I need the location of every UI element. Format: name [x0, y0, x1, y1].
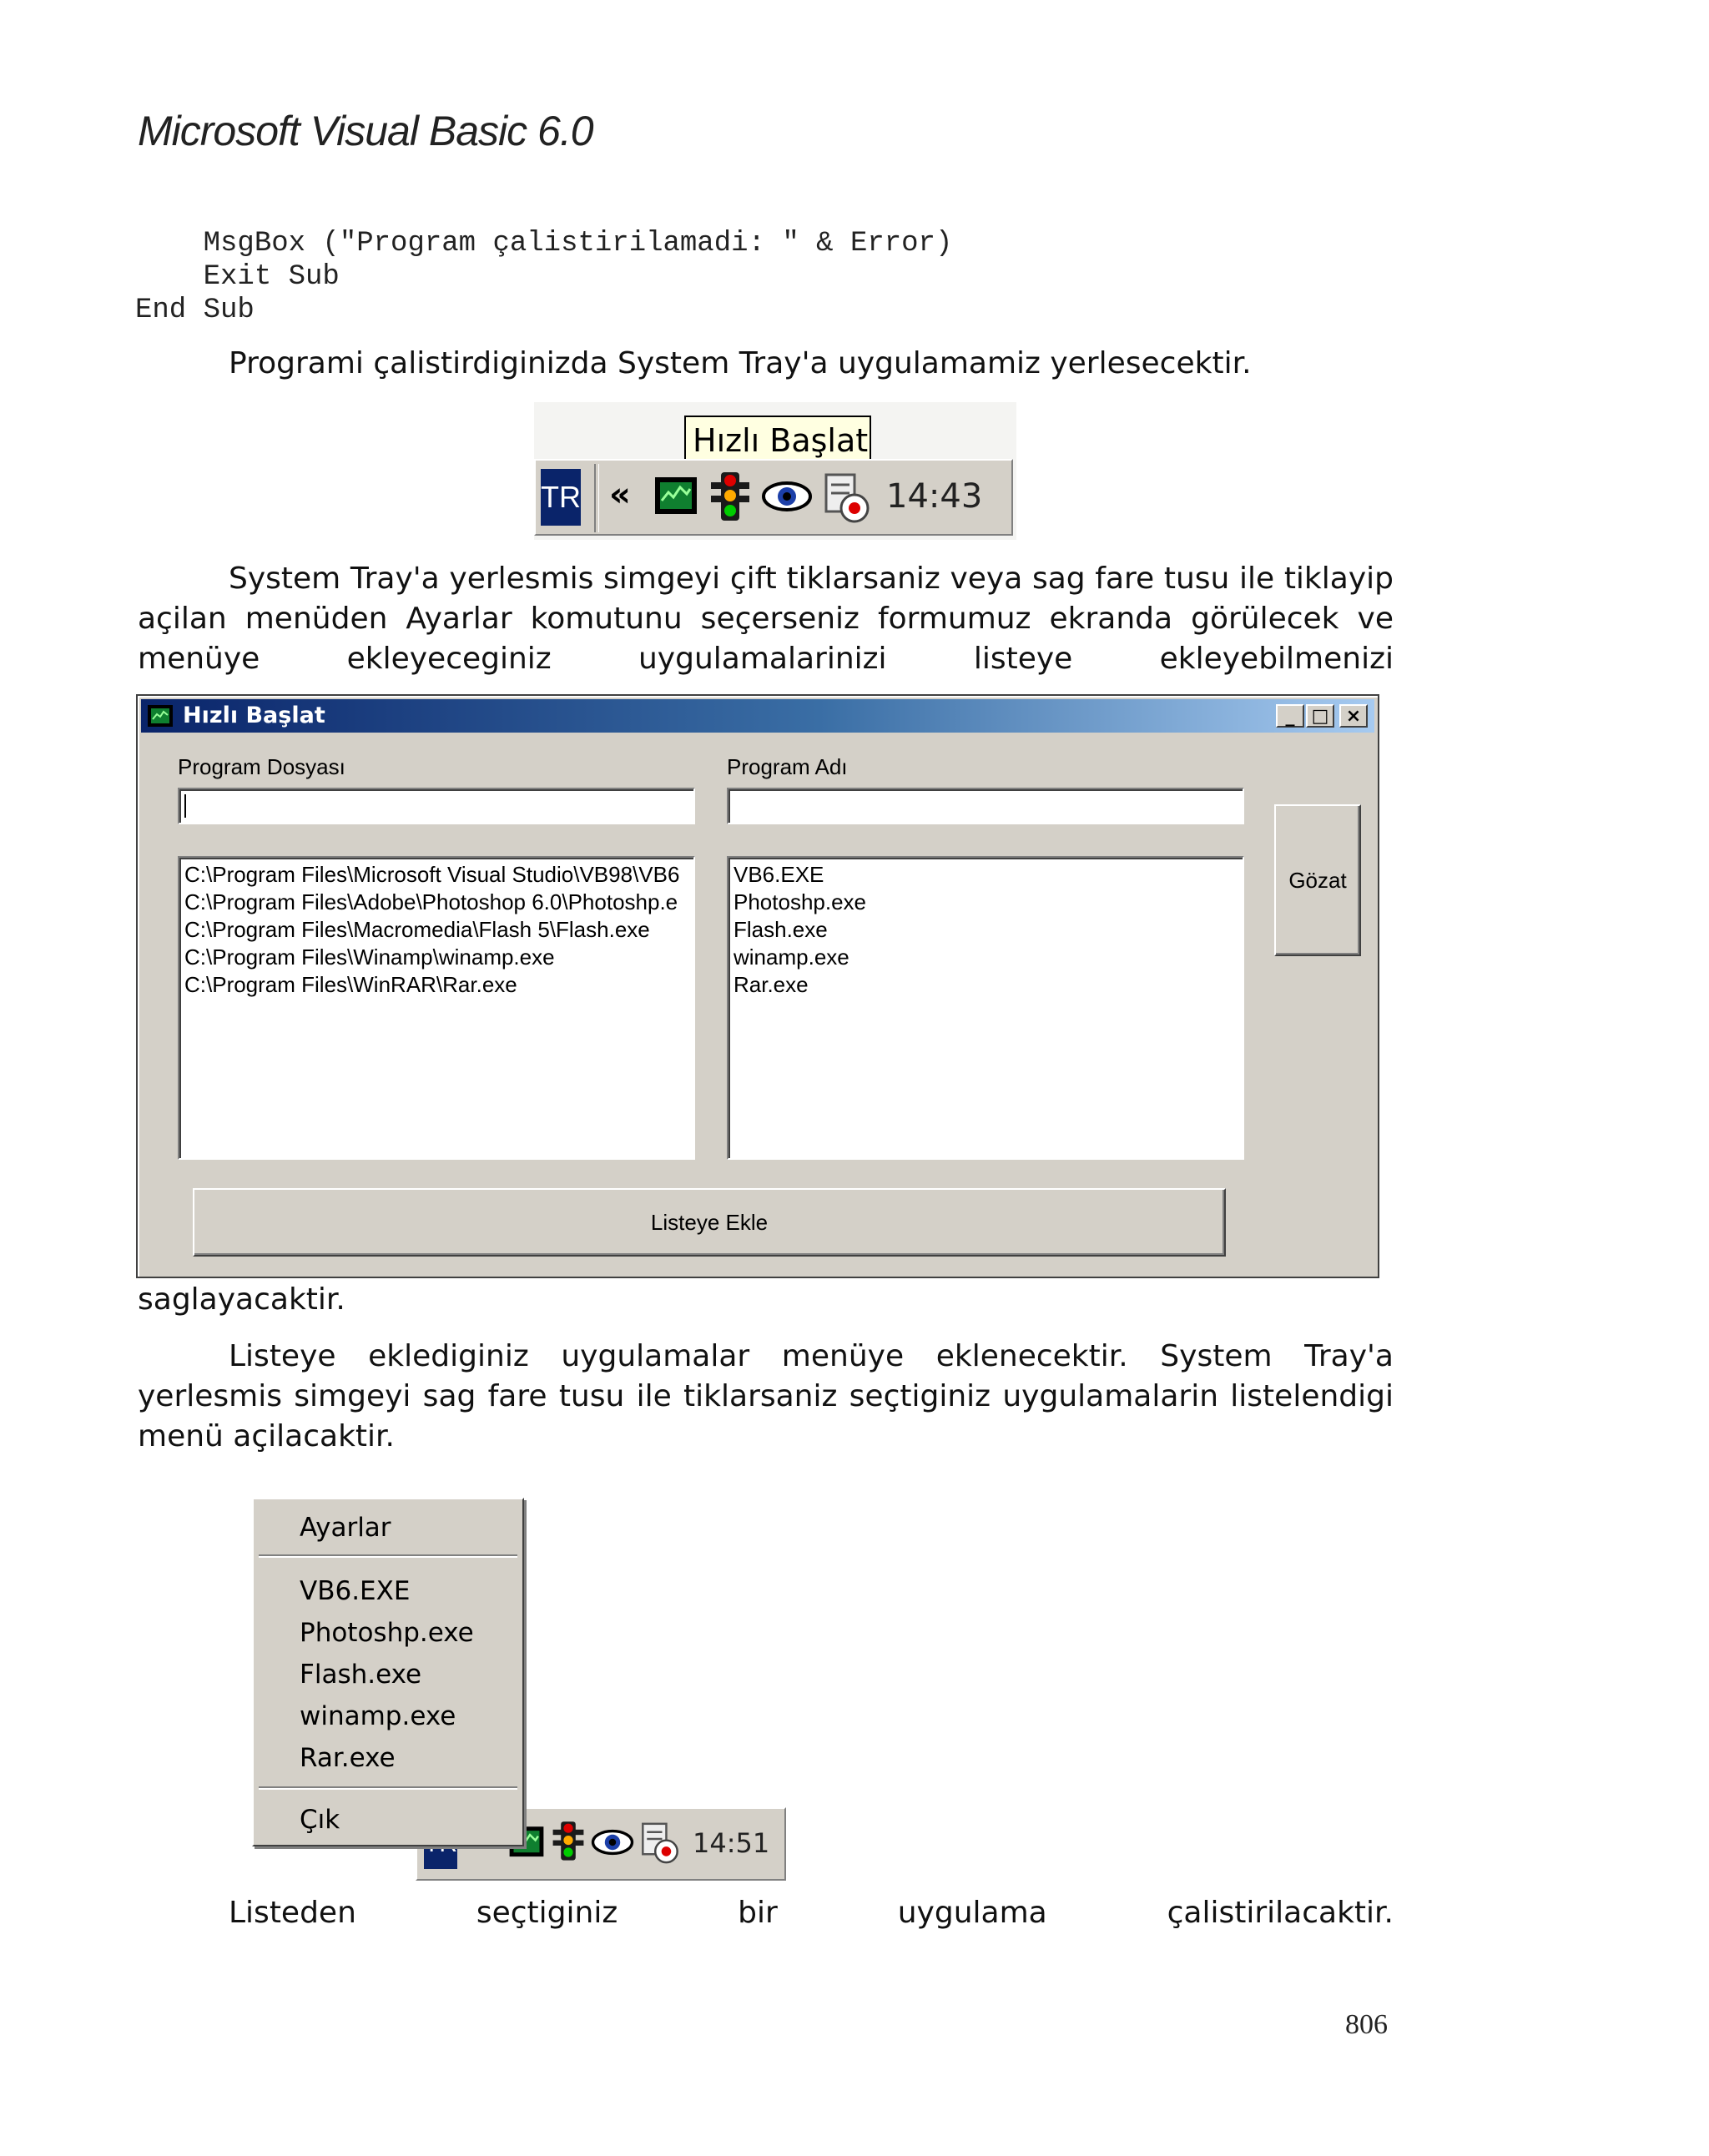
menu-item-app[interactable]: Photoshp.exe	[300, 1618, 474, 1648]
language-badge[interactable]	[541, 469, 581, 526]
list-item[interactable]: C:\Program Files\WinRAR\Rar.exe	[184, 972, 517, 997]
word: seçtiginiz	[476, 1896, 618, 1930]
menu-item-exit[interactable]: Çık	[300, 1805, 340, 1835]
window-title: Hızlı Başlat	[183, 703, 325, 728]
clock[interactable]: 14:43	[886, 477, 983, 516]
list-item[interactable]: Rar.exe	[734, 972, 809, 997]
paragraph-tray-explain: System Tray'a yerlesmis simgeyi çift tiklarsaniz veya sag fare tusu ile tiklayip açilan menüden Ayarlar komutunu seçerseniz formumuz ekranda görülecek ve menüye ekleyeceginiz uygulamalarinizi listeye ekleyebilmenizi	[138, 562, 1394, 676]
program-file-list[interactable]	[178, 856, 695, 1160]
chevron-icon[interactable]: «	[609, 476, 631, 514]
tooltip-text: Hızlı Başlat	[693, 422, 869, 459]
list-item[interactable]: winamp.exe	[734, 945, 849, 970]
record-icon[interactable]	[639, 1819, 681, 1867]
word: çalistirilacaktir.	[1167, 1896, 1394, 1930]
code-line: Exit Sub	[135, 261, 340, 293]
language-badge-text: TR	[541, 480, 581, 514]
app-icon	[148, 705, 173, 727]
list-item[interactable]: Flash.exe	[734, 917, 828, 942]
record-icon[interactable]	[823, 471, 871, 526]
code-line: End Sub	[135, 295, 255, 326]
traffic-light-icon[interactable]	[709, 469, 751, 527]
quick-launch-window	[136, 694, 1379, 1278]
word: uygulama	[897, 1896, 1047, 1930]
minimize-icon: _	[1285, 705, 1295, 727]
browse-button[interactable]: Gözat	[1274, 804, 1361, 956]
monitor-icon[interactable]	[653, 474, 699, 519]
menu-separator	[259, 1554, 517, 1558]
minimize-button[interactable]	[1276, 704, 1304, 728]
system-tray	[534, 459, 1013, 536]
paragraph-menu-explain: Listeye eklediginiz uygulamalar menüye eklenecektir. System Tray'a yerlesmis simgeyi sag fare tusu ile tiklarsaniz seçtiginiz uygulamalarin listelendigi menü açilacaktir.	[138, 1339, 1394, 1453]
menu-item-app[interactable]: Flash.exe	[300, 1660, 422, 1690]
list-item[interactable]: VB6.EXE	[734, 862, 824, 887]
tooltip	[684, 416, 871, 466]
paragraph-final	[229, 1896, 1394, 1930]
menu-item-settings[interactable]: Ayarlar	[300, 1513, 391, 1543]
list-item[interactable]: C:\Program Files\Adobe\Photoshop 6.0\Photoshp.e	[184, 889, 678, 914]
eye-icon[interactable]	[761, 476, 813, 517]
tray-context-menu	[252, 1498, 524, 1846]
list-item[interactable]: C:\Program Files\Winamp\winamp.exe	[184, 945, 555, 970]
code-block	[135, 227, 952, 327]
program-name-input[interactable]	[727, 788, 1244, 824]
program-file-label: Program Dosyası	[178, 754, 345, 779]
maximize-icon: □	[1311, 705, 1329, 727]
menu-item-app[interactable]: winamp.exe	[300, 1701, 456, 1731]
running-title: Microsoft Visual Basic 6.0	[138, 108, 593, 154]
word: Listeden	[229, 1896, 356, 1930]
list-item[interactable]: C:\Program Files\Macromedia\Flash 5\Flash.exe	[184, 917, 650, 942]
paragraph-intro: Programi çalistirdiginizda System Tray'a uygulamamiz yerlesecektir.	[229, 346, 1252, 380]
traffic-light-icon[interactable]	[551, 1817, 586, 1867]
program-name-label: Program Adı	[727, 754, 848, 779]
menu-separator	[259, 1786, 517, 1790]
close-icon: ×	[1345, 705, 1362, 727]
add-to-list-button[interactable]: Listeye Ekle	[193, 1188, 1226, 1257]
list-item[interactable]: Photoshp.exe	[734, 889, 867, 914]
list-item[interactable]: C:\Program Files\Microsoft Visual Studio\VB98\VB6	[184, 862, 680, 887]
tray-divider	[594, 464, 599, 532]
tray-screenshot	[534, 402, 1016, 540]
clock[interactable]: 14:51	[693, 1827, 770, 1859]
program-file-input[interactable]	[178, 788, 695, 824]
program-name-list[interactable]	[727, 856, 1244, 1160]
word: bir	[738, 1896, 778, 1930]
eye-icon[interactable]	[591, 1824, 634, 1861]
paragraph-tray-explain-end: saglayacaktir.	[138, 1282, 345, 1317]
title-bar[interactable]	[141, 699, 1374, 733]
code-line: MsgBox ("Program çalistirilamadi: " & Error)	[135, 228, 953, 259]
page-number: 806	[1345, 2009, 1388, 2040]
menu-item-app[interactable]: Rar.exe	[300, 1743, 396, 1773]
text-cursor	[184, 794, 186, 818]
maximize-button[interactable]	[1306, 704, 1334, 728]
close-button[interactable]	[1339, 704, 1368, 728]
menu-item-app[interactable]: VB6.EXE	[300, 1576, 411, 1606]
